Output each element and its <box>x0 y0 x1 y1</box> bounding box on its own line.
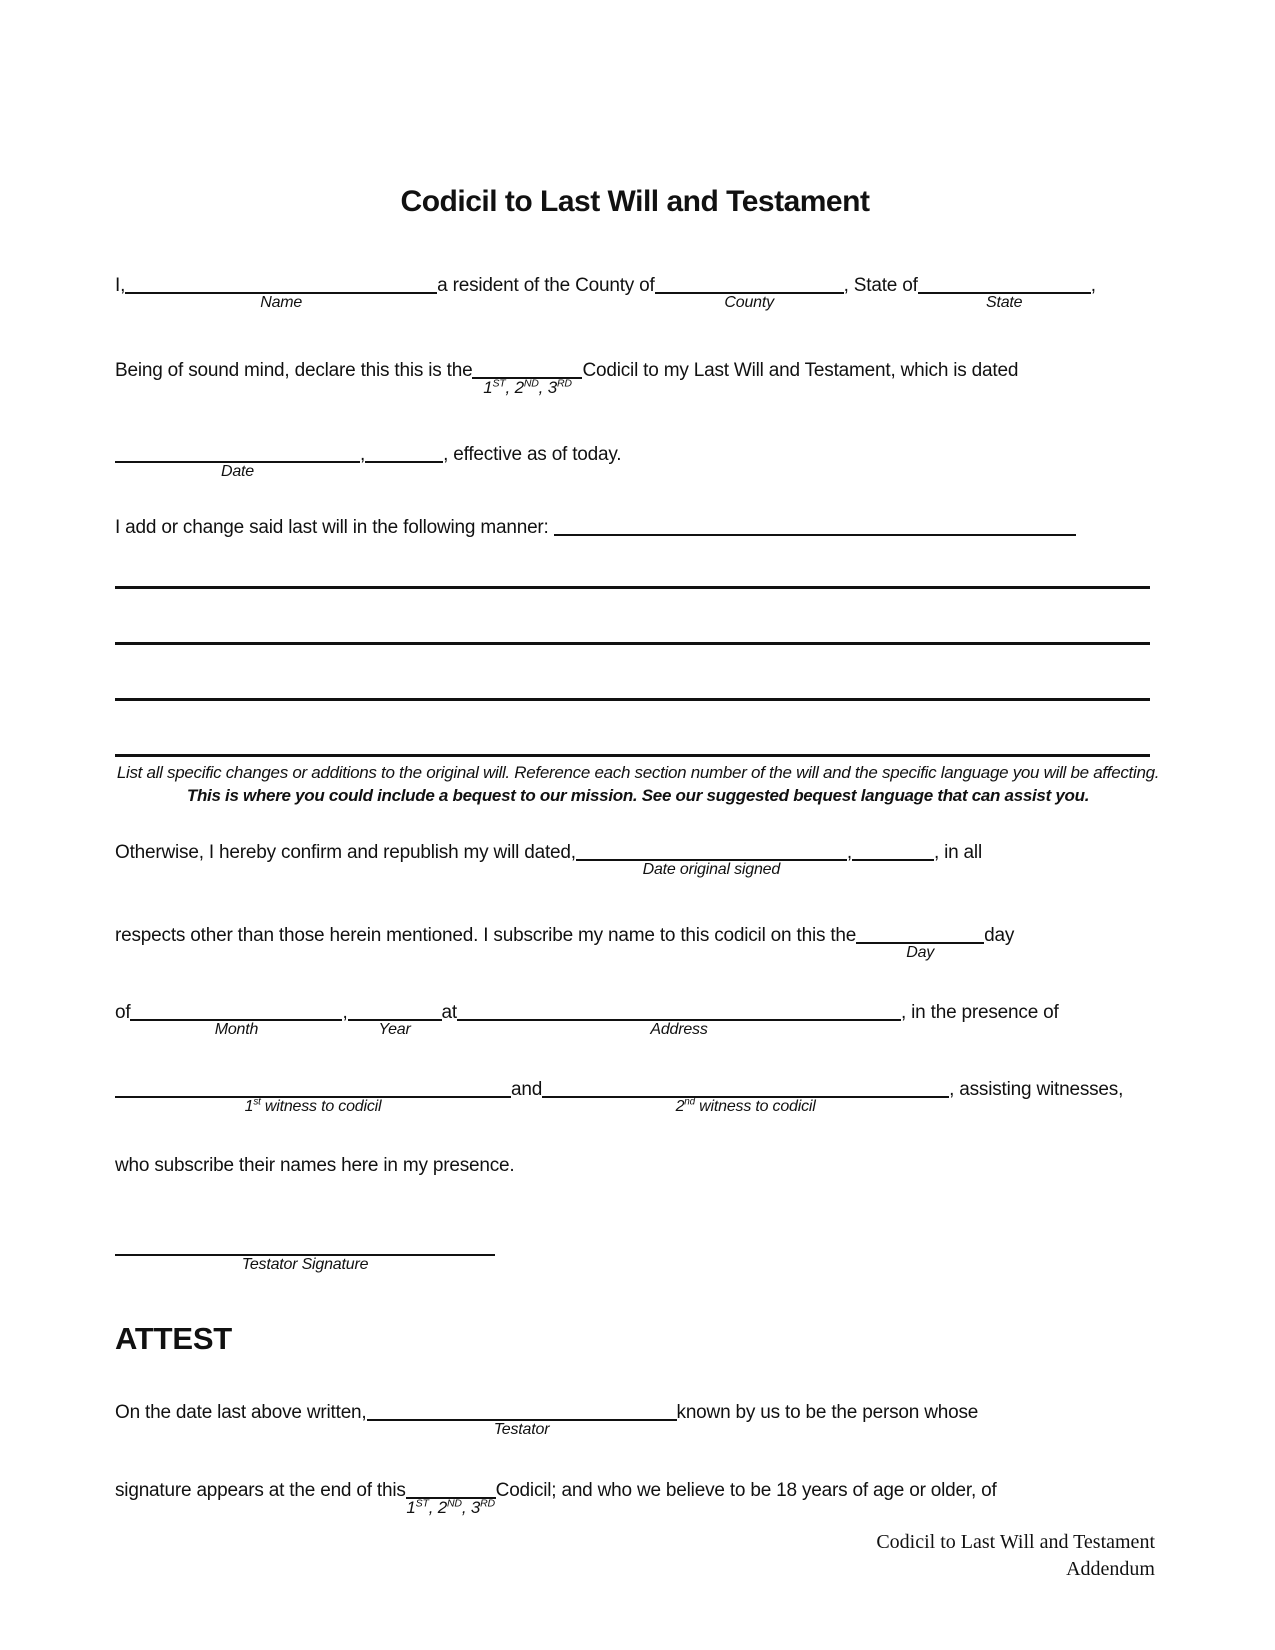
witnesses-line <box>115 1076 1155 1115</box>
signature-line <box>115 1234 1155 1273</box>
ordinal-hint <box>483 379 572 397</box>
witness1-field[interactable] <box>115 1076 511 1115</box>
day-field[interactable] <box>856 922 984 961</box>
attest-lead: On the date last above written, <box>115 1402 367 1423</box>
date-line <box>115 441 1155 480</box>
republish-lead: Otherwise, I hereby confirm and republish my will dated, <box>115 842 576 863</box>
address-field[interactable] <box>457 999 901 1038</box>
county-label: County <box>724 294 774 311</box>
will-date-year-field[interactable] <box>365 441 443 463</box>
presence-line: who subscribe their names here in my presence. <box>115 1155 515 1176</box>
name-label: Name <box>260 294 303 311</box>
address-label: Address <box>650 1021 708 1038</box>
date-end: , effective as of today. <box>443 444 622 465</box>
changes-field-inline[interactable] <box>554 514 1076 536</box>
ordinal-3: 3 <box>547 378 557 397</box>
page-title: Codicil to Last Will and Testament <box>400 185 870 218</box>
date-label: Date <box>221 463 254 480</box>
changes-line-4[interactable] <box>115 754 1150 757</box>
changes-lead-line <box>115 514 1155 540</box>
month-label: Month <box>214 1021 259 1038</box>
witness1-text: witness to codicil <box>260 1098 382 1115</box>
ordinal-sep-1: , <box>505 378 515 397</box>
witness2-text: witness to codicil <box>694 1098 816 1115</box>
witnesses-end: , assisting witnesses, <box>949 1079 1124 1100</box>
changes-note <box>110 761 1166 807</box>
name-field[interactable] <box>125 272 437 311</box>
day-label: Day <box>906 944 935 961</box>
subscribe-end: day <box>984 925 1015 946</box>
witness2-suffix: nd <box>684 1096 695 1108</box>
at-text: at <box>441 1002 457 1023</box>
changes-lead: I add or change said last will in the following manner: <box>115 517 549 538</box>
intro-end: , <box>1090 275 1096 296</box>
republish-comma: , <box>846 842 852 863</box>
attest-codicil-number-field[interactable] <box>406 1477 496 1517</box>
witness1-suffix: st <box>253 1096 261 1108</box>
ordinal-3-suffix: RD <box>556 377 572 390</box>
year-label: Year <box>378 1021 411 1038</box>
attest-codicil-end: Codicil; and who we believe to be 18 years of age or older, of <box>495 1480 997 1501</box>
changes-line-1[interactable] <box>115 586 1150 589</box>
attest-end: known by us to be the person whose <box>676 1402 979 1423</box>
intro-mid2: , State of <box>843 275 918 296</box>
ordinal-1-suffix: ST <box>492 377 506 390</box>
county-field[interactable] <box>655 272 844 311</box>
state-label: State <box>986 294 1023 311</box>
original-date-label: Date original signed <box>642 861 781 878</box>
page-footer <box>115 1529 1155 1583</box>
ordinal-3: 3 <box>470 1498 481 1517</box>
state-field[interactable] <box>918 272 1091 311</box>
and-text: and <box>511 1079 543 1100</box>
footer-subtitle: Addendum <box>1066 1558 1155 1580</box>
month-field[interactable] <box>130 999 342 1038</box>
witness2-field[interactable] <box>542 1076 949 1115</box>
republish-line <box>115 839 1155 878</box>
witness2-label <box>676 1098 816 1116</box>
declaration-text-2: Codicil to my Last Will and Testament, which is dated <box>582 360 1019 381</box>
changes-note-italic: List all specific changes or additions to the original will. Reference each section number of the will and the specific language you will be affecting. <box>116 763 1160 782</box>
declaration-text-1: Being of sound mind, declare this this is the <box>115 360 473 381</box>
witness1-label <box>245 1098 382 1116</box>
presence-end: , in the presence of <box>901 1002 1059 1023</box>
of-text: of <box>115 1002 131 1023</box>
ordinal-hint-2 <box>406 1499 495 1517</box>
original-date-year-field[interactable] <box>852 839 934 861</box>
original-date-field[interactable] <box>576 839 847 878</box>
witness2-num: 2 <box>675 1098 685 1115</box>
intro-line <box>115 272 1155 311</box>
year-field[interactable] <box>348 999 442 1038</box>
changes-line-3[interactable] <box>115 698 1150 701</box>
attest-testator-line <box>115 1399 1155 1438</box>
testator-signature-field[interactable] <box>115 1234 495 1273</box>
will-date-field[interactable] <box>115 441 360 480</box>
ordinal-sep-2: , <box>538 378 548 397</box>
subscribe-lead: respects other than those herein mentioned. I subscribe my name to this codicil on this the <box>115 925 857 946</box>
attest-codicil-line <box>115 1477 1155 1517</box>
ordinal-1: 1 <box>406 1498 416 1517</box>
ordinal-1: 1 <box>483 378 493 397</box>
witness1-num: 1 <box>244 1098 254 1115</box>
ordinal-sep-1: , <box>428 1498 438 1517</box>
subscribe-line <box>115 922 1155 961</box>
testator-label: Testator <box>493 1421 550 1438</box>
ordinal-3-suffix: RD <box>480 1497 495 1510</box>
intro-pre: I, <box>115 275 126 296</box>
intro-mid: a resident of the County of <box>437 275 655 296</box>
ordinal-2: 2 <box>437 1498 448 1517</box>
footer-title: Codicil to Last Will and Testament <box>876 1531 1155 1553</box>
ordinal-1-suffix: ST <box>415 1497 429 1510</box>
codicil-number-field[interactable] <box>472 357 582 397</box>
testator-name-field[interactable] <box>367 1399 677 1438</box>
declaration-line <box>115 357 1155 397</box>
ordinal-2-suffix: ND <box>523 377 539 390</box>
ordinal-2-suffix: ND <box>447 1497 462 1510</box>
ordinal-2: 2 <box>514 378 524 397</box>
ordinal-sep-2: , <box>461 1498 471 1517</box>
date-comma: , <box>360 444 366 465</box>
month-year-address-line <box>115 999 1155 1038</box>
changes-line-2[interactable] <box>115 642 1150 645</box>
attest-codicil-lead: signature appears at the end of this <box>115 1480 406 1501</box>
testator-signature-label: Testator Signature <box>241 1256 369 1273</box>
month-comma: , <box>342 1002 348 1023</box>
attest-heading: ATTEST <box>115 1321 233 1356</box>
republish-end: , in all <box>933 842 982 863</box>
changes-note-bold: This is where you could include a bequest to our mission. See our suggested bequest language that can assist you. <box>186 786 1090 805</box>
